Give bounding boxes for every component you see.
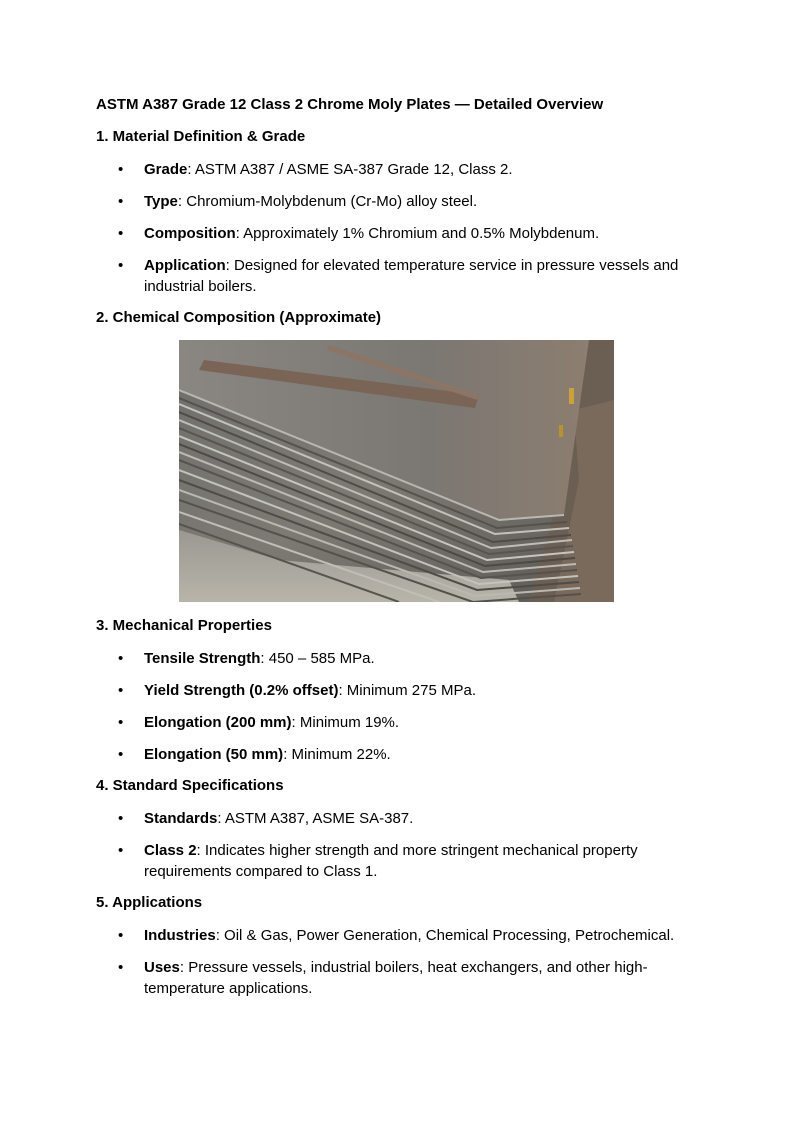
item-label: Tensile Strength (144, 650, 261, 667)
bullet-icon: • (118, 161, 124, 178)
item-text: : 450 – 585 MPa. (260, 650, 375, 667)
section-list-mechanical-properties (96, 648, 696, 765)
item-text: : Pressure vessels, industrial boilers, heat exchangers, and other high-temperature applications. (144, 959, 648, 997)
list-item (96, 255, 704, 297)
section-heading-mechanical-properties: 3. Mechanical Properties (96, 617, 272, 634)
section-heading-material-definition: 1. Material Definition & Grade (96, 128, 306, 145)
item-text: : ASTM A387, ASME SA-387. (217, 810, 414, 827)
item-text: : Minimum 22%. (283, 746, 391, 763)
list-item (96, 840, 704, 882)
bullet-icon: • (118, 927, 124, 944)
list-item (96, 191, 704, 212)
section-heading-chemical-composition: 2. Chemical Composition (Approximate) (96, 309, 382, 326)
list-item (96, 957, 704, 999)
list-item (96, 680, 704, 701)
item-text: : ASTM A387 / ASME SA-387 Grade 12, Class 2. (187, 161, 513, 178)
section-heading-standard-specifications: 4. Standard Specifications (96, 777, 284, 794)
list-item (96, 925, 704, 946)
section-heading-applications: 5. Applications (96, 894, 203, 911)
item-label: Industries (144, 927, 216, 944)
bullet-icon: • (118, 682, 124, 699)
section-list-standard-specifications (96, 808, 696, 882)
item-label: Grade (144, 161, 188, 178)
item-text: : Approximately 1% Chromium and 0.5% Molybdenum. (235, 225, 600, 242)
bullet-icon: • (118, 257, 124, 274)
steel-plates-photo-icon (179, 340, 614, 602)
item-label: Application (144, 257, 226, 274)
item-label: Composition (144, 225, 236, 242)
item-label: Elongation (50 mm) (144, 746, 284, 763)
section-list-material-definition (96, 159, 696, 297)
list-item (96, 159, 704, 180)
list-item (96, 744, 704, 765)
item-text: : Minimum 19%. (291, 714, 400, 731)
list-item (96, 712, 704, 733)
section-list-applications (96, 925, 696, 999)
bullet-icon: • (118, 842, 124, 859)
item-text: : Minimum 275 MPa. (338, 682, 477, 699)
item-label: Type (144, 193, 178, 210)
item-text: : Designed for elevated temperature service in pressure vessels and industrial boilers. (144, 257, 679, 295)
list-item (96, 223, 704, 244)
list-item (96, 808, 704, 829)
bullet-icon: • (118, 746, 124, 763)
item-label: Elongation (200 mm) (144, 714, 292, 731)
document-title: ASTM A387 Grade 12 Class 2 Chrome Moly Plates — Detailed Overview (96, 96, 604, 113)
item-label: Standards (144, 810, 218, 827)
bullet-icon: • (118, 810, 124, 827)
document (96, 95, 696, 1010)
list-item (96, 648, 704, 669)
bullet-icon: • (118, 714, 124, 731)
bullet-icon: • (118, 959, 124, 976)
item-label: Class 2 (144, 842, 197, 859)
item-text: : Chromium-Molybdenum (Cr-Mo) alloy steel. (177, 193, 478, 210)
bullet-icon: • (118, 193, 124, 210)
bullet-icon: • (118, 225, 124, 242)
item-label: Yield Strength (0.2% offset) (144, 682, 339, 699)
figure (96, 340, 696, 602)
item-text: : Oil & Gas, Power Generation, Chemical Processing, Petrochemical. (215, 927, 675, 944)
item-text: : Indicates higher strength and more stringent mechanical property requirements compared to Class 1. (144, 842, 638, 880)
item-label: Uses (144, 959, 180, 976)
bullet-icon: • (118, 650, 124, 667)
